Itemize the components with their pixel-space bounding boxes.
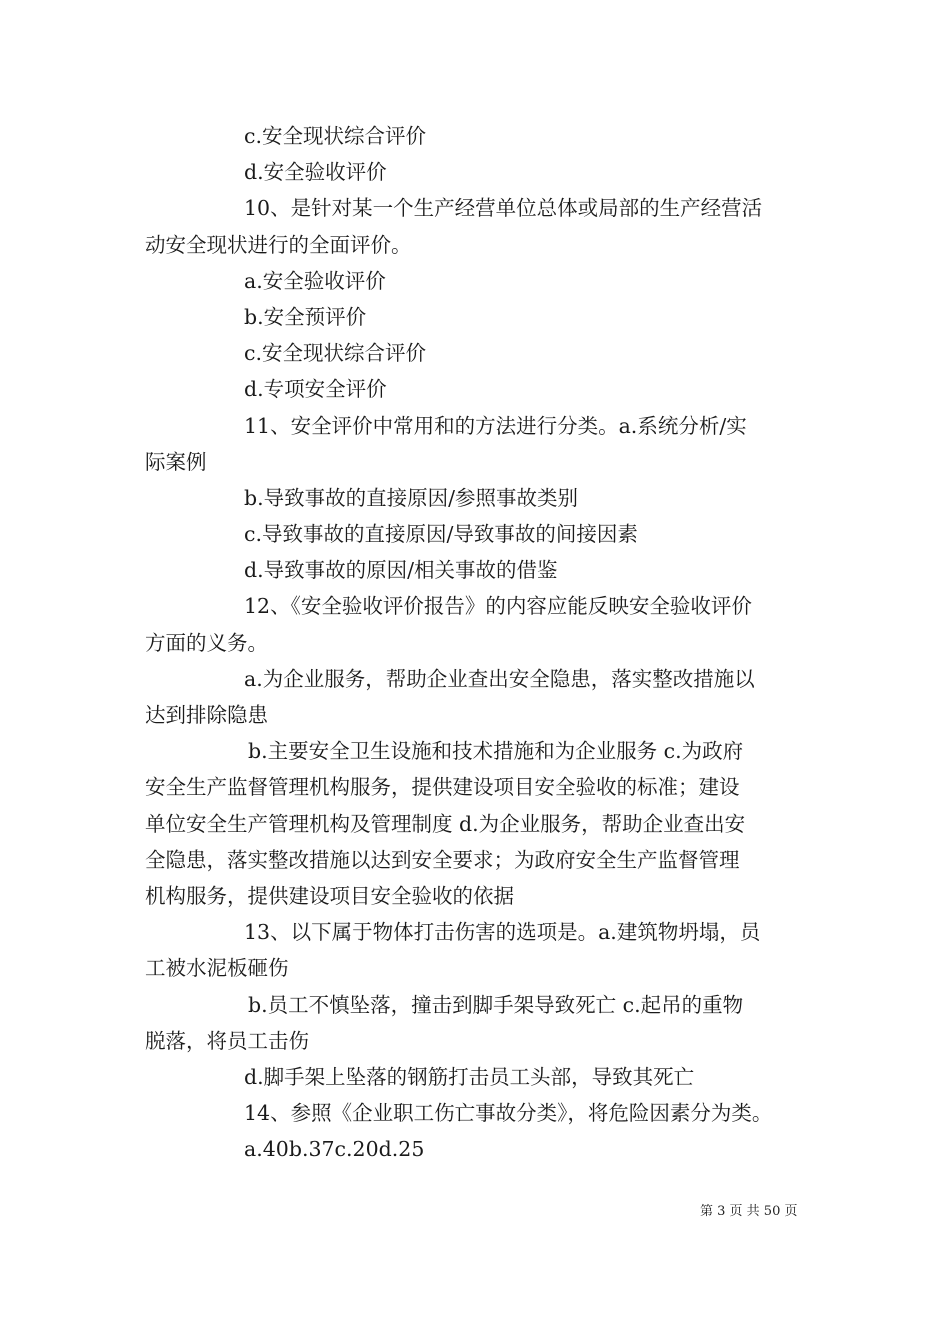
text-line: c.导致事故的直接原因/导致事故的间接因素 (244, 522, 638, 547)
text-line: 方面的义务。 (145, 630, 268, 655)
document-body (145, 118, 810, 1167)
text-line: 单位安全生产管理机构及管理制度 d.为企业服务，帮助企业查出安 (145, 811, 746, 836)
text-line: 12、《安全验收评价报告》的内容应能反映安全验收评价 (244, 594, 752, 619)
text-line: 全隐患，落实整改措施以达到安全要求；为政府安全生产监督管理 (145, 847, 740, 872)
text-line: 动安全现状进行的全面评价。 (145, 232, 412, 257)
text-line: 工被水泥板砸伤 (145, 956, 289, 981)
text-line: a.安全验收评价 (244, 268, 386, 293)
text-line: a.40b.37c.20d.25 (244, 1137, 425, 1162)
text-line: 14、参照《企业职工伤亡事故分类》，将危险因素分为类。 (244, 1101, 773, 1126)
text-line: 达到排除隐患 (145, 703, 268, 727)
text-line: d.专项安全评价 (244, 377, 387, 402)
text-line: 机构服务，提供建设项目安全验收的依据 (145, 883, 514, 908)
text-line: 13、以下属于物体打击伤害的选项是。a.建筑物坍塌，员 (244, 920, 761, 945)
text-line: c.安全现状综合评价 (244, 341, 426, 366)
text-line: 脱落，将员工击伤 (145, 1028, 309, 1053)
text-line: d.脚手架上坠落的钢筋打击员工头部，导致其死亡 (244, 1064, 695, 1089)
text-line: a.为企业服务，帮助企业查出安全隐患，落实整改措施以 (244, 666, 755, 691)
page-number-footer: 第 3 页 共 50 页 (700, 1204, 798, 1219)
text-line: c.安全现状综合评价 (244, 124, 426, 148)
text-line: b.员工不慎坠落，撞击到脚手架导致死亡 c.起吊的重物 (248, 992, 744, 1017)
text-line: 安全生产监督管理机构服务，提供建设项目安全验收的标准；建设 (145, 775, 740, 800)
text-line: d.安全验收评价 (244, 160, 387, 185)
text-line: b.导致事故的直接原因/参照事故类别 (244, 485, 579, 510)
text-line: d.导致事故的原因/相关事故的借鉴 (244, 558, 558, 583)
text-line: 11、安全评价中常用和的方法进行分类。a.系统分析/实 (244, 413, 747, 438)
text-line: b.安全预评价 (244, 304, 367, 329)
text-line: b.主要安全卫生设施和技术措施和为企业服务 c.为政府 (248, 739, 744, 764)
text-line: 10、是针对某一个生产经营单位总体或局部的生产经营活 (244, 196, 763, 221)
text-line: 际案例 (145, 449, 207, 474)
